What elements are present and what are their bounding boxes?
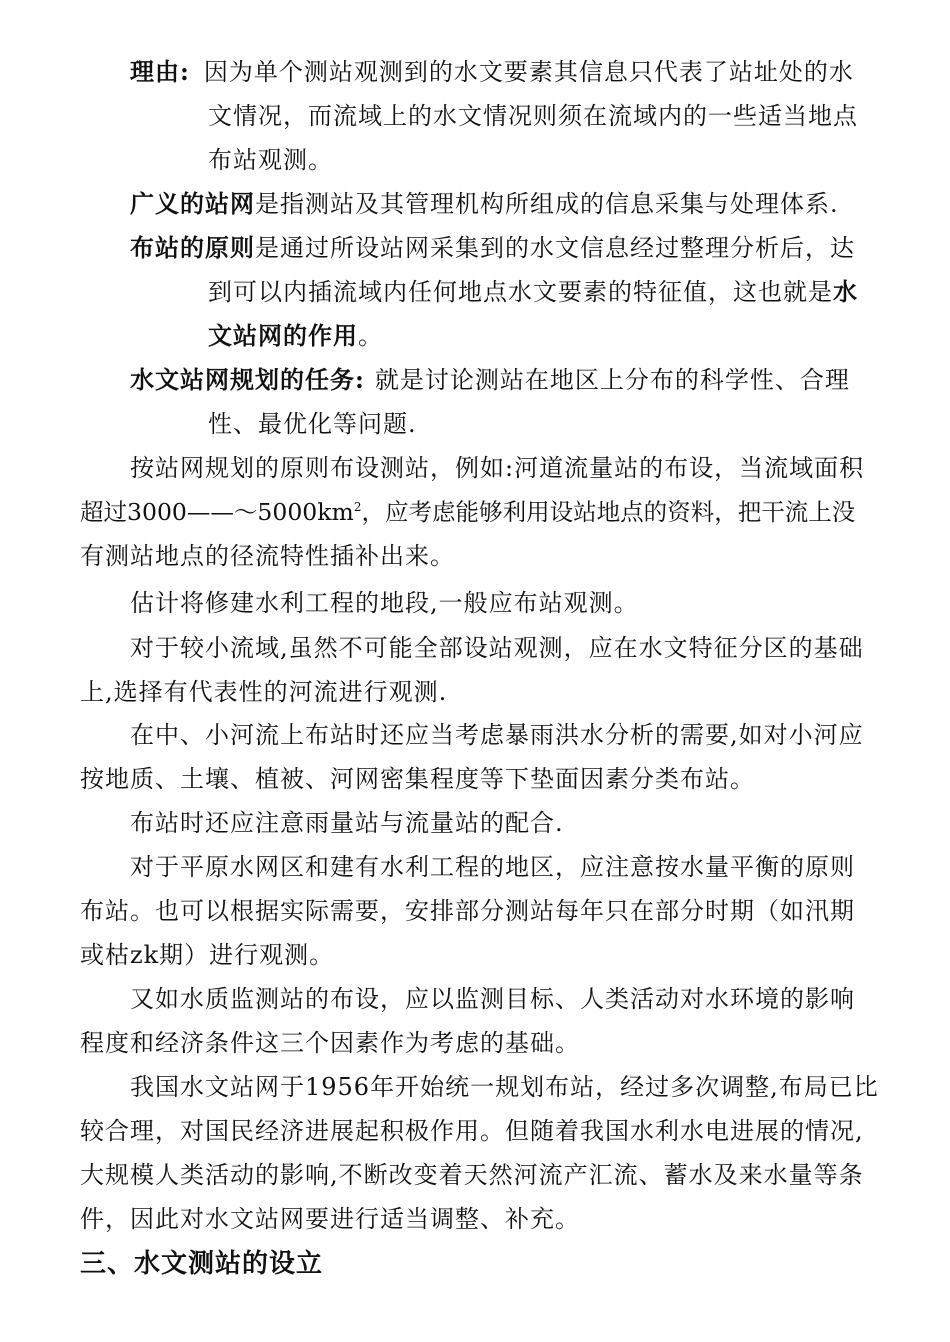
p8-line-4: 件，因此对水文站网要进行适当调整、补充。 [80,1205,580,1233]
broad-network-line [130,188,839,220]
planning-line-1 [130,364,850,396]
p5-line-1: 布站时还应注意雨量站与流量站的配合. [130,809,564,837]
reason-text-1: 因为单个测站观测到的水文要素其信息只代表了站址处的水 [203,58,854,86]
broad-network-term: 广义的站网 [130,189,255,218]
p6-line-2: 布站。也可以根据实际需要，安排部分测站每年只在部分时期（如汛期 [80,897,855,925]
p1-line-3: 有测站地点的径流特性插补出来。 [80,542,455,570]
principle-text-2: 到可以内插流域内任何地点水文要素的特征值，这也就是 [208,278,833,306]
p8-line-2: 较合理，对国民经济进展起积极作用。但随着我国水利水电进展的情况, [80,1117,864,1145]
p6-line-1: 对于平原水网区和建有水利工程的地区，应注意按水量平衡的原则 [130,853,855,881]
principle-line-3 [208,320,383,352]
principle-term: 布站的原则 [130,233,255,262]
planning-line-2: 性、最优化等问题. [208,410,417,438]
principle-line-2 [208,276,858,308]
reason-label: 理由: [130,57,190,86]
p1-line-2-sup: 2 [353,500,362,515]
reason-line-2: 文情况，而流域上的水文情况则须在流域内的一些适当地点 [208,102,858,130]
p8-line-1: 我国水文站网于1956年开始统一规划布站，经过多次调整,布局已比 [130,1073,879,1101]
reason-line-1 [130,56,854,88]
p7-line-1: 又如水质监测站的布设，应以监测目标、人类活动对水环境的影响 [130,985,855,1013]
p2-line-1: 估计将修建水利工程的地段,一般应布站观测。 [130,589,639,617]
p1-line-2-a: 超过3000——～5000km [80,498,354,526]
p3-line-1: 对于较小流域,虽然不可能全部设站观测，应在水文特征分区的基础 [130,634,864,662]
p4-line-2: 按地质、土壤、植被、河网密集程度等下垫面因素分类布站。 [80,765,755,793]
principle-text-1: 是通过所设站网采集到的水文信息经过整理分析后，达 [255,234,855,262]
p6-line-3: 或枯zk期）进行观测。 [80,941,335,969]
p8-line-3: 大规模人类活动的影响,不断改变着天然河流产汇流、蓄水及来水量等条 [80,1161,864,1189]
section-heading: 三、水文测站的设立 [80,1249,324,1279]
principle-bold-2: 水 [833,277,858,306]
p1-line-1: 按站网规划的原则布设测站，例如:河道流量站的布设，当流域面积 [130,454,865,482]
p1-line-2 [80,496,855,528]
principle-text-3: 。 [358,322,383,350]
principle-bold-3: 文站网的作用 [208,321,358,350]
p4-line-1: 在中、小河流上布站时还应当考虑暴雨洪水分析的需要,如对小河应 [130,721,864,749]
planning-term: 水文站网规划的任务: [130,365,365,394]
planning-text-1: 就是讨论测站在地区上分布的科学性、合理 [374,366,850,394]
p7-line-2: 程度和经济条件这三个因素作为考虑的基础。 [80,1029,580,1057]
p1-line-2-b: ，应考虑能够利用设站地点的资料，把干流上没 [361,498,856,526]
broad-network-text: 是指测站及其管理机构所组成的信息采集与处理体系. [255,190,839,218]
reason-line-3: 布站观测。 [208,146,333,174]
p3-line-2: 上,选择有代表性的河流进行观测. [80,678,448,706]
principle-line-1 [130,232,855,264]
